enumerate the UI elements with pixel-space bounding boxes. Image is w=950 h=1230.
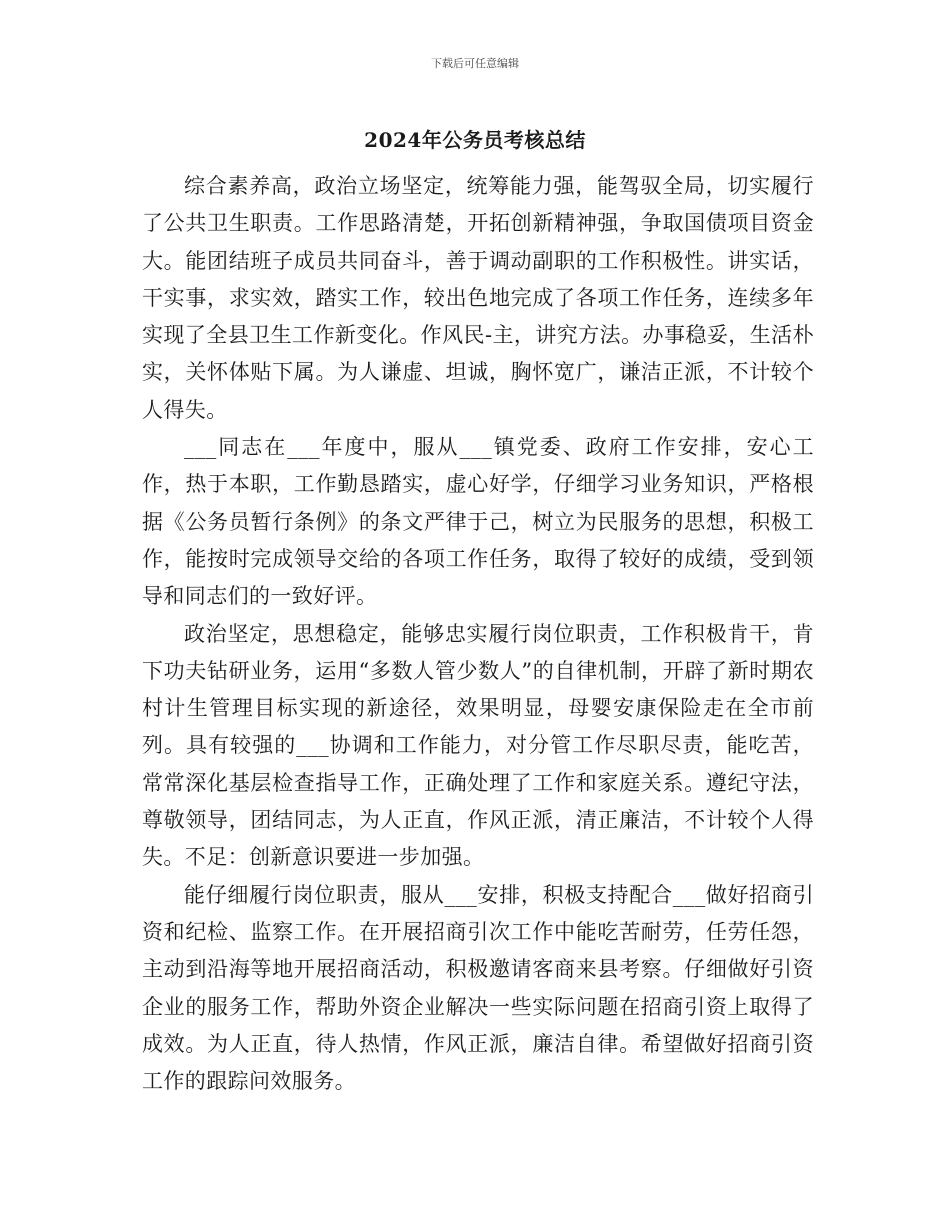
header-note: 下载后可任意编辑 — [431, 57, 519, 70]
paragraph-3: 政治坚定，思想稳定，能够忠实履行岗位职责，工作积极肯干，肯下功夫钻研业务，运用“多数人管少数人”的自律机制，开辟了新时期农村计生管理目标实现的新途径，效果明显，母婴安康保险走在全市前列。具有较强的___协调和工作能力，对分管工作尽职尽责，能吃苦，常常深化基层检查指导工作，正确处理了工作和家庭关系。遵纪守法，尊敬领导，团结同志，为人正直，作风正派，清正廉洁，不计较个人得失。不足：创新意识要进一步加强。 — [142, 621, 814, 870]
document-title: 2024年公务员考核总结 — [364, 128, 586, 152]
paragraph-4: 能仔细履行岗位职责，服从___安排，积极支持配合___做好招商引资和纪检、监察工作。在开展招商引次工作中能吃苦耐劳，任劳任怨，主动到沿海等地开展招商活动，积极邀请客商来县考察。仔细做好引资企业的服务工作，帮助外资企业解决一些实际问题在招商引资上取得了成效。为人正直，待人热情，作风正派，廉洁自律。希望做好招商引资工作的跟踪问效服务。 — [142, 882, 814, 1094]
document-body — [142, 168, 814, 1100]
paragraph-2: ___同志在___年度中，服从___镇党委、政府工作安排，安心工作，热于本职，工作勤恳踏实，虚心好学，仔细学习业务知识，严格根据《公务员暂行条例》的条文严律于己，树立为民服务的思想，积极工作，能按时完成领导交给的各项工作任务，取得了较好的成绩，受到领导和同志们的一致好评。 — [142, 435, 814, 609]
paragraph-1: 综合素养高，政治立场坚定，统筹能力强，能驾驭全局，切实履行了公共卫生职责。工作思路清楚，开拓创新精神强，争取国债项目资金大。能团结班子成员共同奋斗，善于调动副职的工作积极性。讲实话，干实事，求实效，踏实工作，较出色地完成了各项工作任务，连续多年实现了全县卫生工作新变化。作风民-主，讲究方法。办事稳妥，生活朴实，关怀体贴下属。为人谦虚、坦诚，胸怀宽广，谦洁正派，不计较个人得失。 — [142, 174, 814, 422]
